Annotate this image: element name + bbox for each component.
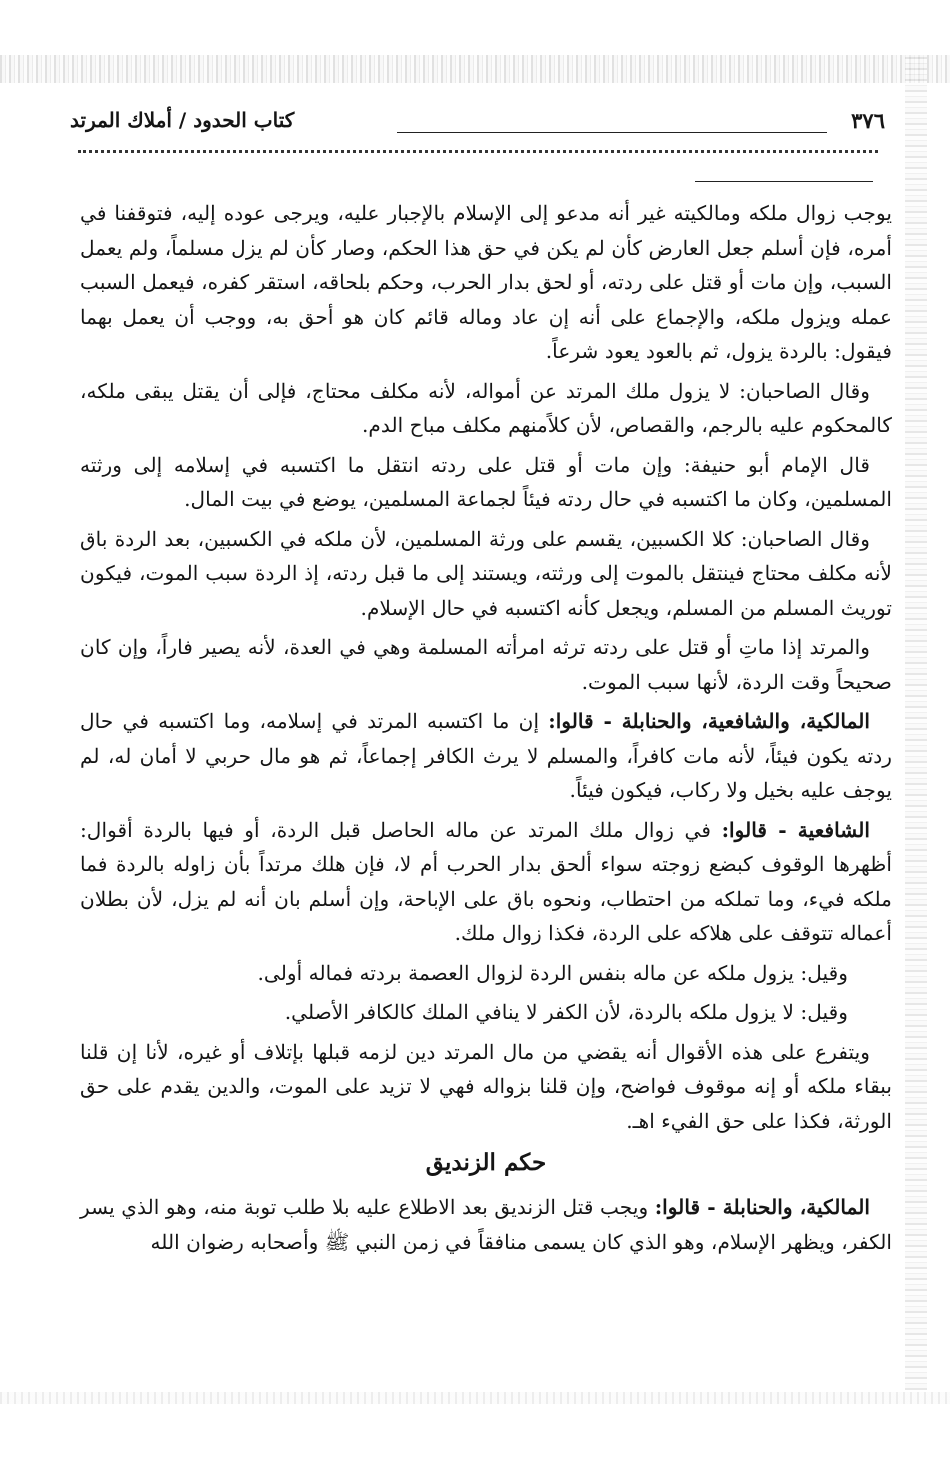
paragraph-2-text: وقال الصاحبان: لا يزول ملك المرتد عن أمواله، لأنه مكلف محتاج، فإلى أن يقتل يبقى ملكه، كالمحكوم عليه بالرجم، والقصاص، لأن كلاًمنهم مكلف مباح الدم. — [80, 378, 892, 437]
paragraph-4-text: وقال الصاحبان: كلا الكسبين، يقسم على ورثة المسلمين، لأن ملكه في الكسبين، بعد الردة باق لأنه مكلف محتاج فينتقل بالموت إلى ورثته، ويستند إلى ما قبل ردته، إذ الردة سبب الموت، فيكون توريث المسلم من المسلم، ويجعل كأنه اكتسبه في حال الإسلام. — [80, 526, 892, 620]
paragraph-9-text: وقيل: لا يزول ملكه بالردة، لأن الكفر لا ينافي الملك كالكافر الأصلي. — [284, 1000, 848, 1024]
scan-edge-top — [0, 55, 950, 83]
paragraph-8 — [80, 956, 892, 991]
section-heading: حكم الزنديق — [425, 1149, 547, 1176]
paragraph-2 — [80, 374, 892, 443]
paragraph-4 — [80, 522, 892, 626]
scan-edge-bottom — [0, 1392, 950, 1404]
paragraph-7-text: في زوال ملك المرتد عن ماله الحاصل قبل الردة، أو فيها بالردة أقوال: أظهرها الوقوف كبضع زوجته سواء ألحق بدار الحرب أم لا، فإن هلك مرتداً بأن زاوله بالردة فما ملكه فيء، وما تملكه من احتطاب، ونحوه باق على الإباحة، وإن أسلم بان أنه لم يزل، لأن بطلان أعماله تتوقف على هلاكه على الردة، فكذا زوال ملك. — [80, 817, 892, 945]
dotted-divider — [78, 150, 878, 153]
section-paragraph-text: ويجب قتل الزنديق بعد الاطلاع عليه بلا طلب توبة منه، وهو الذي يسر الكفر، ويظهر الإسلام، وهو الذي كان يسمى منافقاً في زمن النبي ﷺ وأصحابه رضوان الله — [80, 1195, 892, 1254]
paragraph-7 — [80, 813, 892, 951]
paragraph-10-text: ويتفرع على هذه الأقوال أنه يقضي من مال المرتد دين لزمه قبلها بإتلاف أو غيره، لأنا إن قلنا ببقاء ملكه أو إنه موقوف فواضح، وإن قلنا بزواله فهي لا تزيد على الموت، والدين يقدم على حق الورثة، فكذا على حق الفيء اهـ. — [80, 1039, 892, 1133]
section-paragraph-label: المالكية، والحنابلة - قالوا: — [654, 1195, 871, 1219]
paragraph-5 — [80, 630, 892, 699]
paragraph-1-text: يوجب زوال ملكه ومالكيته غير أنه مدعو إلى الإسلام بالإجبار عليه، ويرجى عوده إليه، فتوقفنا في أمره، فإن أسلم جعل العارض كأن لم يكن في حق هذا الحكم، وصار كأن لم يزل مسلماً، ولم يعمل السبب، وإن مات أو قتل على ردته، أو لحق بدار الحرب، وحكم بلحاقه، استقر كفره، فيعمل السبب عمله ويزول ملكه، والإجماع على أنه إن عاد وماله قائم كان هو أحق به، ووجب أن يعمل بهما فيقول: بالردة يزول، ثم بالعود يعود شرعاً. — [80, 201, 892, 363]
paragraph-3 — [80, 448, 892, 517]
page-number: ٣٧٦ — [851, 108, 885, 133]
paragraph-6-text: إن ما اكتسبه المرتد في إسلامه، وما اكتسبه في حال ردته يكون فيئاً، لأنه مات كافراً، والمسلم لا يرث الكافر إجماعاً، ثم هو مال حربي لا أمان له، لم يوجف عليه بخيل ولا ركاب، فيكون فيئاً. — [80, 709, 892, 802]
paragraph-6 — [80, 704, 892, 808]
scan-edge-right — [905, 55, 927, 1390]
page-body — [80, 196, 892, 1264]
header-rule — [397, 132, 827, 133]
paragraph-7-label: الشافعية - قالوا: — [721, 817, 871, 842]
paragraph-3-text: قال الإمام أبو حنيفة: وإن مات أو قتل على ردته انتقل ما اكتسبه في إسلامه إلى ورثته المسلمين، وكان ما اكتسبه في حال ردته فيئاً لجماعة المسلمين، يوضع في بيت المال. — [80, 452, 892, 511]
paragraph-8-text: وقيل: يزول ملكه عن ماله بنفس الردة لزوال العصمة بردته فماله أولى. — [257, 960, 848, 985]
section-paragraph — [80, 1190, 892, 1259]
page-header — [70, 108, 885, 144]
paragraph-6-label: المالكية، والشافعية، والحنابلة - قالوا: — [548, 709, 871, 733]
paragraph-1 — [80, 196, 892, 369]
running-title: كتاب الحدود / أملاك المرتد — [70, 108, 295, 132]
paragraph-5-text: والمرتد إذا ماتِ أو قتل على ردته ترثه امرأته المسلمة وهي في العدة، لأنه يصير فاراً، وإن كان صحيحاً وقت الردة، لأنها سبب الموت. — [80, 635, 892, 694]
paragraph-10 — [80, 1035, 892, 1139]
paragraph-9 — [80, 995, 892, 1030]
continuation-rule — [695, 181, 873, 182]
